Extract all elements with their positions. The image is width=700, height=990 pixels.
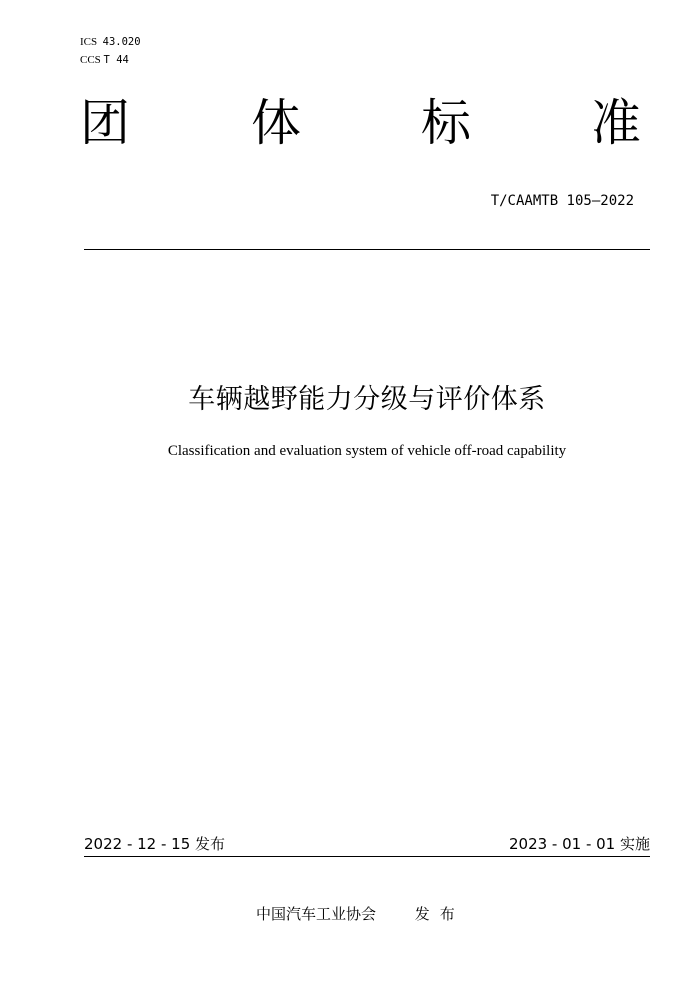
ccs-label: CCS — [80, 54, 101, 66]
ics-value: 43.020 — [102, 36, 141, 48]
publisher-line — [256, 903, 465, 925]
issue-date: 2022 - 12 - 15 发布 — [84, 835, 226, 853]
standard-type-char-1: 团 — [80, 94, 130, 152]
publish-action: 发布 — [414, 905, 465, 923]
standard-type-char-4: 准 — [591, 94, 641, 152]
standard-number: T/CAAMTB 105—2022 — [490, 193, 634, 209]
header-divider — [84, 249, 650, 250]
standard-type-char-3: 标 — [421, 94, 471, 152]
ics-label: ICS — [80, 36, 98, 48]
ics-code — [80, 35, 141, 49]
publisher-name: 中国汽车工业协会 — [256, 905, 377, 923]
implementation-date: 2023 - 01 - 01 实施 — [508, 835, 650, 853]
ccs-value: T 44 — [103, 54, 129, 66]
footer-divider — [84, 856, 650, 857]
standard-type-char-2: 体 — [251, 94, 301, 152]
document-title-english: Classification and evaluation system of vehicle off-road capability — [167, 443, 567, 459]
document-title-chinese: 车辆越野能力分级与评价体系 — [188, 384, 546, 415]
ccs-code — [80, 53, 129, 67]
